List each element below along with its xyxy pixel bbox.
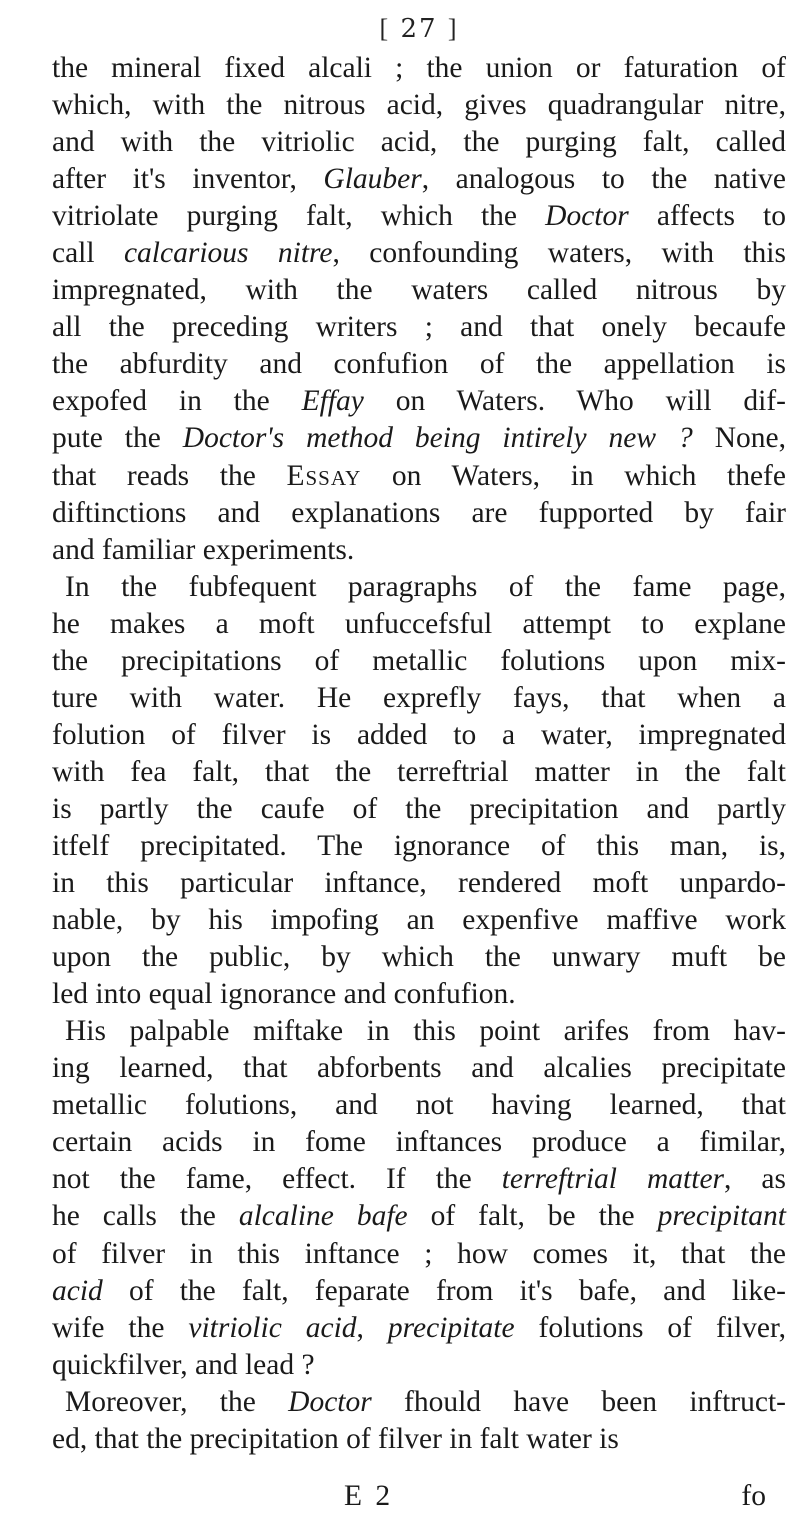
- text-line: [52, 976, 786, 1013]
- text-line: [52, 124, 786, 161]
- italic-run: precipitate: [387, 1311, 515, 1344]
- text-run: with fea falt, that the terreftrial matter in the falt: [52, 755, 786, 788]
- small-caps-run: Essay: [286, 459, 362, 492]
- italic-run: alcaline bafe: [238, 1200, 408, 1233]
- italic-run: vitriolic acid: [188, 1311, 357, 1344]
- catchword: fo: [741, 1480, 766, 1512]
- text-line: [52, 939, 786, 976]
- text-run: is partly the caufe of the precipitation and partly: [52, 792, 786, 825]
- text-run: upon the public, by which the unwary muft be: [52, 941, 786, 974]
- text-run: which, with the nitrous acid, gives quadrangular nitre,: [52, 89, 786, 122]
- text-run: His palpable miftake in this point arifes from hav-: [65, 1015, 786, 1048]
- text-line: [52, 161, 786, 198]
- text-run: None,: [692, 422, 786, 455]
- text-line: [52, 606, 786, 643]
- italic-run: precipitant: [657, 1200, 786, 1233]
- text-run: after it's inventor,: [52, 163, 324, 196]
- text-run: and familiar experiments.: [52, 533, 355, 566]
- text-line: [52, 1310, 786, 1347]
- text-run: folutions of filver,: [514, 1311, 787, 1344]
- italic-run: terreftrial matter: [501, 1163, 725, 1196]
- text-run: expofed in the: [52, 385, 302, 418]
- text-line: [52, 1124, 786, 1161]
- text-run: and with the vitriolic acid, the purging falt, called: [52, 126, 786, 159]
- text-run: folution of filver is added to a water, impregnated: [52, 718, 786, 751]
- text-line: [52, 198, 786, 235]
- text-run: the abfurdity and confufion of the appellation is: [52, 348, 786, 381]
- text-run: quickfilver, and lead ?: [52, 1348, 315, 1381]
- text-run: , analogous to the native: [421, 163, 786, 196]
- text-run: , confounding waters, with this: [332, 237, 786, 270]
- italic-run: Effay: [301, 385, 364, 418]
- text-run: certain acids in fome inftances produce a fimilar,: [52, 1126, 786, 1159]
- text-line: [52, 50, 786, 87]
- text-line: [52, 643, 786, 680]
- text-run: the precipitations of metallic folutions upon mix-: [52, 644, 786, 677]
- italic-run: calcarious nitre: [123, 237, 333, 270]
- text-line: [52, 420, 786, 457]
- page-footer: [52, 1478, 786, 1518]
- italic-run: Doctor: [288, 1385, 372, 1418]
- text-run: of falt, be the: [407, 1200, 658, 1233]
- text-run: vitriolate purging falt, which the: [52, 200, 546, 233]
- text-run: all the preceding writers ; and that onely becaufe: [52, 311, 786, 344]
- header-open-bracket: [: [379, 14, 391, 43]
- text-run: that reads the: [52, 459, 287, 492]
- text-line: [52, 1161, 786, 1198]
- text-run: the mineral fixed alcali ; the union or faturation of: [52, 52, 786, 84]
- italic-run: Doctor's method being intirely new ?: [182, 422, 693, 455]
- header-close-bracket: ]: [447, 14, 459, 43]
- text-line: [52, 1347, 786, 1384]
- text-run: ing learned, that abforbents and alcalies precipitate: [52, 1052, 786, 1085]
- text-line: [52, 272, 786, 309]
- text-line: [52, 1384, 786, 1421]
- italic-run: acid: [52, 1274, 103, 1307]
- text-run: diftinctions and explanations are fupported by fair: [52, 496, 786, 529]
- text-run: metallic folutions, and not having learned, that: [52, 1089, 786, 1122]
- text-run: led into equal ignorance and confufion.: [52, 978, 516, 1011]
- italic-run: Glauber: [323, 163, 422, 196]
- text-run: affects to: [628, 200, 786, 233]
- text-run: not the fame, effect. If the: [52, 1163, 502, 1196]
- text-line: [52, 458, 786, 495]
- text-run: he calls the: [52, 1200, 239, 1233]
- page-number: 27: [400, 14, 438, 44]
- text-line: [52, 680, 786, 717]
- text-line: [52, 1013, 786, 1050]
- text-run: In the fubfequent paragraphs of the fame page,: [65, 570, 786, 603]
- text-line: [52, 346, 786, 383]
- text-line: [52, 1198, 786, 1235]
- text-line: [52, 383, 786, 420]
- text-run: he makes a moft unfuccefsful attempt to explane: [52, 607, 786, 640]
- text-line: [52, 865, 786, 902]
- text-line: [52, 569, 786, 606]
- signature-mark: E 2: [344, 1480, 394, 1512]
- text-run: call: [52, 237, 124, 270]
- text-line: [52, 1421, 786, 1458]
- text-line: [52, 309, 786, 346]
- text-line: [52, 1273, 786, 1310]
- text-run: , as: [724, 1163, 786, 1196]
- text-run: in this particular inftance, rendered moft unpardo-: [52, 867, 786, 900]
- text-line: [52, 1087, 786, 1124]
- body-text: [52, 50, 786, 1458]
- text-run: Moreover, the: [65, 1385, 289, 1418]
- text-line: [52, 532, 786, 569]
- text-run: on Waters. Who will dif-: [363, 385, 786, 418]
- text-line: [52, 791, 786, 828]
- text-run: of filver in this inftance ; how comes it, that the: [52, 1237, 786, 1270]
- text-run: itfelf precipitated. The ignorance of this man, is,: [52, 829, 786, 862]
- text-run: pute the: [52, 422, 183, 455]
- text-run: nable, by his impofing an expenfive maffive work: [52, 904, 786, 937]
- book-page: [52, 0, 786, 1535]
- text-run: ed, that the precipitation of filver in falt water is: [52, 1422, 619, 1455]
- text-line: [52, 1050, 786, 1087]
- text-run: ,: [356, 1311, 388, 1344]
- italic-run: Doctor: [545, 200, 629, 233]
- text-line: [52, 235, 786, 272]
- text-line: [52, 87, 786, 124]
- text-line: [52, 1236, 786, 1273]
- text-line: [52, 495, 786, 532]
- text-run: fhould have been inftruct-: [371, 1385, 786, 1418]
- text-line: [52, 828, 786, 865]
- text-run: of the falt, feparate from it's bafe, and like-: [102, 1274, 786, 1307]
- text-run: on Waters, in which thefe: [361, 459, 786, 492]
- text-line: [52, 717, 786, 754]
- text-run: wife the: [52, 1311, 189, 1344]
- text-line: [52, 902, 786, 939]
- text-run: ture with water. He exprefly fays, that when a: [52, 681, 786, 714]
- text-run: impregnated, with the waters called nitrous by: [52, 274, 786, 307]
- page-header: [52, 14, 786, 44]
- text-line: [52, 754, 786, 791]
